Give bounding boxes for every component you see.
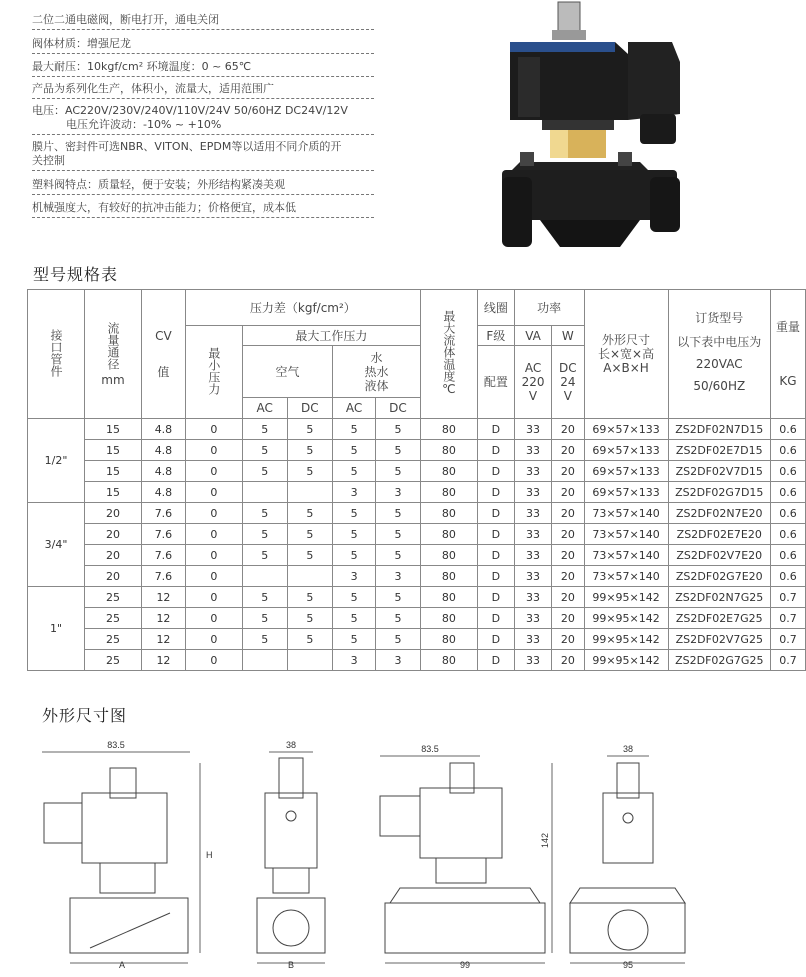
header-fclass: F级 [477, 326, 514, 346]
table-cell: 25 [85, 608, 142, 629]
table-cell: 15 [85, 461, 142, 482]
table-cell: 12 [142, 587, 186, 608]
header-w: W [552, 326, 584, 346]
table-cell: 12 [142, 608, 186, 629]
table-cell: 20 [85, 503, 142, 524]
table-cell: 33 [514, 440, 551, 461]
table-cell: 0.6 [770, 461, 805, 482]
header-config: 配置 [477, 346, 514, 419]
header-va: VA [514, 326, 551, 346]
table-row [28, 545, 806, 566]
dim-side-label: 142 [540, 832, 550, 848]
table-cell: 20 [552, 524, 584, 545]
feature-line: 产品为系列化生产，体积小，流量大，适用范围广 [32, 82, 374, 99]
table-cell: 3 [333, 650, 376, 671]
header-weight: 重量 KG [770, 290, 805, 419]
table-cell: ZS2DF02G7G25 [668, 650, 770, 671]
table-cell: 5 [242, 440, 287, 461]
table-cell: ZS2DF02N7D15 [668, 419, 770, 440]
table-cell: 3 [376, 566, 421, 587]
table-cell: D [477, 545, 514, 566]
table-cell: 5 [287, 545, 333, 566]
table-cell: 33 [514, 650, 551, 671]
table-cell: 5 [242, 524, 287, 545]
table-cell: 0.7 [770, 587, 805, 608]
table-cell: ZS2DF02E7E20 [668, 524, 770, 545]
header-water-ac: AC [333, 398, 376, 419]
table-cell: 33 [514, 587, 551, 608]
table-cell: 0 [185, 503, 242, 524]
table-cell: 99×95×142 [584, 587, 668, 608]
table-cell: ZS2DF02N7E20 [668, 503, 770, 524]
table-cell: 80 [420, 461, 477, 482]
table-cell: 5 [333, 440, 376, 461]
table-cell: 5 [376, 587, 421, 608]
table-cell: 80 [420, 545, 477, 566]
feature-line: 关控制 [32, 154, 374, 171]
table-cell: D [477, 482, 514, 503]
table-cell: ZS2DF02E7G25 [668, 608, 770, 629]
spec-table [27, 289, 806, 671]
table-cell [242, 650, 287, 671]
table-row [28, 461, 806, 482]
table-cell: 0 [185, 419, 242, 440]
table-cell: 15 [85, 482, 142, 503]
table-cell: 0.6 [770, 524, 805, 545]
table-cell: 20 [85, 566, 142, 587]
table-cell: 5 [287, 440, 333, 461]
table-cell: D [477, 650, 514, 671]
table-cell: 5 [333, 629, 376, 650]
table-cell: 20 [552, 629, 584, 650]
spec-table-title: 型号规格表 [33, 265, 119, 284]
table-cell: 0 [185, 545, 242, 566]
table-cell [242, 566, 287, 587]
dim-bottom-label: 95 [622, 960, 634, 970]
table-cell: 0.6 [770, 566, 805, 587]
table-cell: ZS2DF02V7E20 [668, 545, 770, 566]
table-cell: 80 [420, 608, 477, 629]
table-cell: ZS2DF02N7G25 [668, 587, 770, 608]
table-cell: D [477, 566, 514, 587]
header-air-ac: AC [242, 398, 287, 419]
table-cell: 7.6 [142, 545, 186, 566]
table-cell: 33 [514, 608, 551, 629]
table-cell: 20 [552, 503, 584, 524]
product-photo [490, 2, 705, 252]
table-cell: 5 [287, 524, 333, 545]
table-cell: 73×57×140 [584, 566, 668, 587]
table-cell: 3 [376, 482, 421, 503]
table-cell: 69×57×133 [584, 419, 668, 440]
table-cell: D [477, 440, 514, 461]
table-cell: 5 [376, 440, 421, 461]
dim-top-label: 83.5 [107, 740, 125, 750]
table-cell: D [477, 503, 514, 524]
header-water: 水 热水 液体 [333, 346, 421, 398]
table-cell: 15 [85, 419, 142, 440]
table-cell: 25 [85, 587, 142, 608]
table-cell: 69×57×133 [584, 440, 668, 461]
table-row [28, 629, 806, 650]
table-cell: 20 [552, 419, 584, 440]
table-cell: 20 [552, 608, 584, 629]
table-cell: 5 [287, 587, 333, 608]
table-cell: 25 [85, 629, 142, 650]
table-cell: 20 [552, 482, 584, 503]
table-cell: 20 [85, 545, 142, 566]
table-cell: 15 [85, 440, 142, 461]
table-cell: 0 [185, 461, 242, 482]
table-cell: 5 [287, 629, 333, 650]
table-cell: 0.7 [770, 650, 805, 671]
table-cell: 5 [333, 419, 376, 440]
table-cell: 20 [552, 545, 584, 566]
table-cell: 5 [333, 524, 376, 545]
header-dims: 外形尺寸 长×宽×高 A×B×H [584, 290, 668, 419]
table-cell: D [477, 587, 514, 608]
table-cell: 33 [514, 419, 551, 440]
table-cell: 0 [185, 587, 242, 608]
table-cell: 5 [242, 503, 287, 524]
table-cell: ZS2DF02V7D15 [668, 461, 770, 482]
table-cell: 80 [420, 419, 477, 440]
table-row [28, 650, 806, 671]
table-cell: 4.8 [142, 419, 186, 440]
dim-bottom-label: B [287, 960, 295, 970]
dim-top-label: 38 [622, 744, 634, 754]
feature-line: 塑料阀特点：质量轻，便于安装；外形结构紧凑美观 [32, 178, 374, 195]
table-cell: 5 [376, 629, 421, 650]
table-cell: 20 [552, 461, 584, 482]
table-cell: 3 [333, 482, 376, 503]
feature-line: 二位二通电磁阀，断电打开，通电关闭 [32, 13, 374, 30]
dim-drawing-title: 外形尺寸图 [42, 706, 128, 725]
table-cell: 0 [185, 482, 242, 503]
table-cell: 25 [85, 650, 142, 671]
header-coil: 线圈 [477, 290, 514, 326]
table-cell: 3 [333, 566, 376, 587]
table-cell: 5 [242, 419, 287, 440]
header-port: 接口管件 [28, 290, 85, 419]
header-va-sub: AC 220 V [514, 346, 551, 419]
table-cell: 0 [185, 524, 242, 545]
header-w-sub: DC 24 V [552, 346, 584, 419]
table-cell: 0.6 [770, 419, 805, 440]
table-row [28, 482, 806, 503]
table-cell: 99×95×142 [584, 629, 668, 650]
table-cell [287, 566, 333, 587]
header-pressure-diff: 压力差（kgf/cm²） [185, 290, 420, 326]
table-row [28, 587, 806, 608]
table-cell: 0 [185, 650, 242, 671]
dim-side-label: H [206, 850, 213, 860]
table-cell: 5 [287, 419, 333, 440]
table-cell: 20 [552, 440, 584, 461]
table-cell: 5 [287, 608, 333, 629]
header-cv: CV 值 [142, 290, 186, 419]
table-cell: 80 [420, 503, 477, 524]
header-power: 功率 [514, 290, 584, 326]
table-cell: 5 [287, 461, 333, 482]
port-size-cell: 1" [28, 587, 85, 671]
table-cell: 5 [376, 461, 421, 482]
header-temp: 最大流体温度℃ [420, 290, 477, 419]
table-cell: 0.7 [770, 629, 805, 650]
header-flow: 流量通径 mm [85, 290, 142, 419]
table-cell: 0 [185, 566, 242, 587]
table-cell: 80 [420, 629, 477, 650]
table-cell: 5 [242, 608, 287, 629]
table-cell [287, 482, 333, 503]
table-cell: 5 [376, 545, 421, 566]
dim-bottom-label: 99 [459, 960, 471, 970]
dim-top-label: 38 [285, 740, 297, 750]
feature-line: 电压：AC220V/230V/240V/110V/24V 50/60HZ DC24V/12V [32, 104, 348, 117]
table-cell: 33 [514, 566, 551, 587]
table-cell: 80 [420, 587, 477, 608]
header-air-dc: DC [287, 398, 333, 419]
table-cell: 4.8 [142, 440, 186, 461]
table-cell: 0 [185, 629, 242, 650]
feature-line: 机械强度大，有较好的抗冲击能力；价格便宜，成本低 [32, 201, 374, 218]
table-cell: 33 [514, 503, 551, 524]
table-cell: 5 [242, 461, 287, 482]
table-cell: 5 [333, 461, 376, 482]
table-cell: D [477, 461, 514, 482]
table-cell: 12 [142, 650, 186, 671]
table-cell: 5 [242, 629, 287, 650]
table-cell: 3 [376, 650, 421, 671]
table-cell: 69×57×133 [584, 482, 668, 503]
table-cell: 0.6 [770, 545, 805, 566]
header-min-pressure: 最小压力 [185, 326, 242, 419]
table-cell: 4.8 [142, 461, 186, 482]
table-cell: 33 [514, 524, 551, 545]
table-cell: 69×57×133 [584, 461, 668, 482]
table-cell: D [477, 608, 514, 629]
table-row [28, 503, 806, 524]
table-cell: 20 [552, 587, 584, 608]
table-cell: 5 [376, 419, 421, 440]
header-order: 订货型号 以下表中电压为 220VAC 50/60HZ [668, 290, 770, 419]
table-cell: ZS2DF02G7E20 [668, 566, 770, 587]
table-cell: 5 [333, 608, 376, 629]
table-cell: ZS2DF02V7G25 [668, 629, 770, 650]
header-air: 空气 [242, 346, 332, 398]
table-cell: 33 [514, 629, 551, 650]
table-cell: 80 [420, 440, 477, 461]
dim-drawing-side [245, 738, 345, 970]
table-cell: 7.6 [142, 524, 186, 545]
feature-line: 最大耐压：10kgf/cm² 环境温度：0 ~ 65℃ [32, 60, 374, 77]
table-cell: 5 [333, 503, 376, 524]
table-cell: 0.6 [770, 440, 805, 461]
table-cell: 4.8 [142, 482, 186, 503]
table-row [28, 419, 806, 440]
dim-drawing-front-1in [370, 738, 555, 970]
table-cell: D [477, 524, 514, 545]
table-cell: 5 [333, 587, 376, 608]
table-cell: 5 [376, 503, 421, 524]
table-cell: 0.6 [770, 482, 805, 503]
table-cell: 20 [85, 524, 142, 545]
dim-drawing-side-1in [565, 738, 695, 970]
table-cell: 80 [420, 482, 477, 503]
table-cell: 80 [420, 524, 477, 545]
table-row [28, 440, 806, 461]
table-cell: 33 [514, 461, 551, 482]
port-size-cell: 3/4" [28, 503, 85, 587]
dim-bottom-label: A [118, 960, 126, 970]
table-cell: 5 [376, 608, 421, 629]
table-cell [287, 650, 333, 671]
header-water-dc: DC [376, 398, 421, 419]
table-cell: 20 [552, 566, 584, 587]
table-cell: 5 [242, 545, 287, 566]
port-size-cell: 1/2" [28, 419, 85, 503]
table-row [28, 524, 806, 545]
feature-line: 电压允许波动：-10% ~ +10% [32, 118, 374, 135]
table-cell [242, 482, 287, 503]
table-cell: 7.6 [142, 503, 186, 524]
table-cell: 0.6 [770, 503, 805, 524]
table-cell: 99×95×142 [584, 608, 668, 629]
table-cell: 73×57×140 [584, 545, 668, 566]
table-cell: 0 [185, 440, 242, 461]
table-cell: 5 [376, 524, 421, 545]
feature-line: 膜片、密封件可选NBR、VITON、EPDM等以适用不同介质的开 [32, 140, 342, 153]
table-cell: D [477, 419, 514, 440]
table-cell: 5 [242, 587, 287, 608]
feature-line: 阀体材质：增强尼龙 [32, 37, 374, 54]
table-cell: 0 [185, 608, 242, 629]
table-cell: 7.6 [142, 566, 186, 587]
table-cell: 20 [552, 650, 584, 671]
table-cell: 73×57×140 [584, 524, 668, 545]
table-cell: D [477, 629, 514, 650]
table-cell: 73×57×140 [584, 503, 668, 524]
table-cell: 33 [514, 545, 551, 566]
table-row [28, 566, 806, 587]
table-cell: 5 [287, 503, 333, 524]
table-cell: 99×95×142 [584, 650, 668, 671]
table-cell: 33 [514, 482, 551, 503]
table-cell: 80 [420, 566, 477, 587]
table-row [28, 608, 806, 629]
table-cell: 5 [333, 545, 376, 566]
table-cell: 80 [420, 650, 477, 671]
table-cell: 0.7 [770, 608, 805, 629]
table-cell: ZS2DF02G7D15 [668, 482, 770, 503]
table-cell: 12 [142, 629, 186, 650]
header-max-pressure: 最大工作压力 [242, 326, 420, 346]
table-cell: ZS2DF02E7D15 [668, 440, 770, 461]
dim-drawing-front [30, 738, 213, 970]
dim-top-label: 83.5 [421, 744, 439, 754]
